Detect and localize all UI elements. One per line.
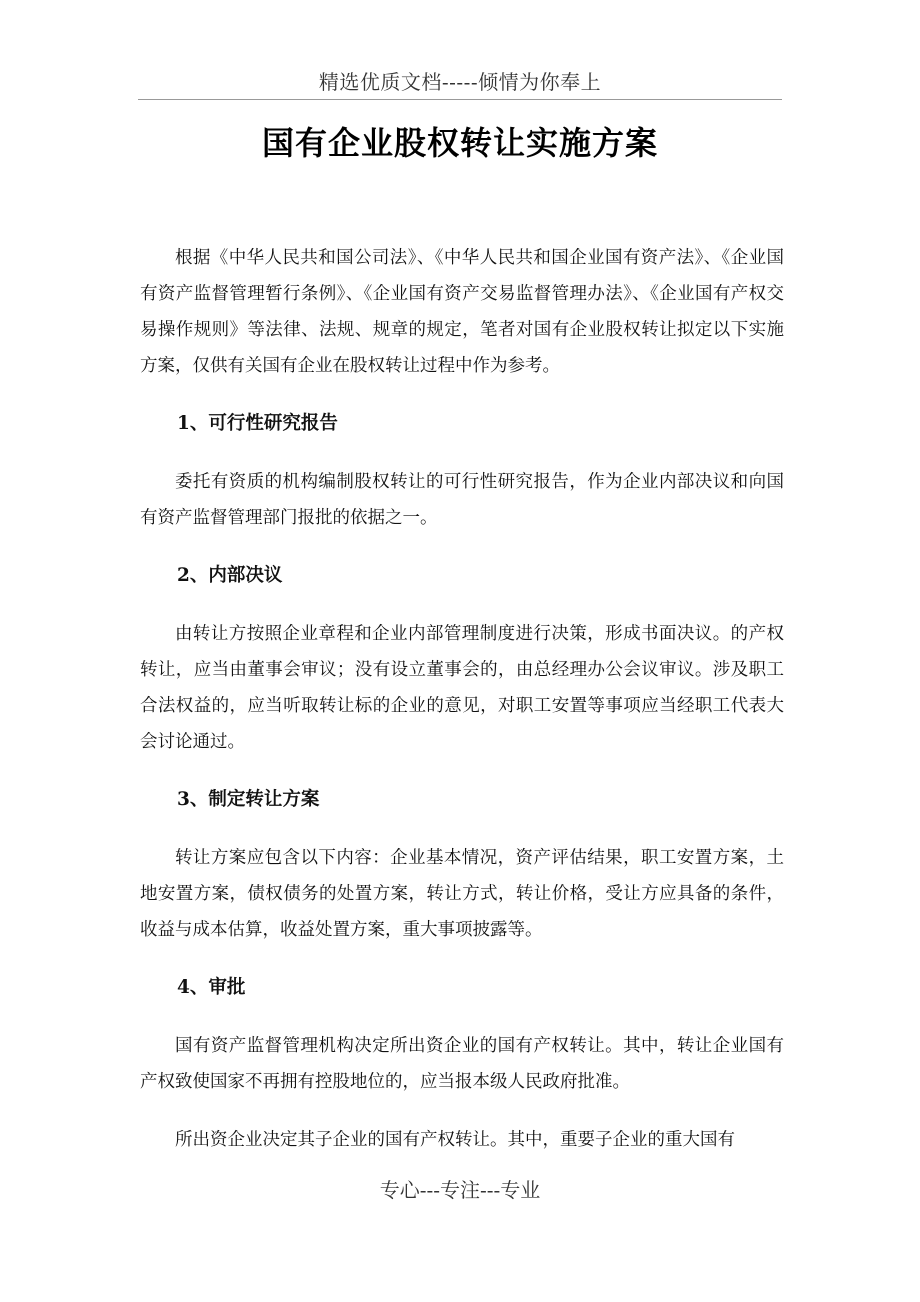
section-heading-feasibility: 1、可行性研究报告	[177, 413, 338, 434]
section-paragraph: 国有资产监督管理机构决定所出资企业的国有产权转让。其中，转让企业国有产权致使国家不再拥有控股地位的，应当报本级人民政府批准。	[140, 1036, 784, 1092]
section-heading-approval: 4、审批	[177, 977, 246, 998]
spacer	[140, 384, 784, 406]
section-heading-internal-resolution: 2、内部决议	[177, 565, 283, 586]
page-header: 精选优质文档-----倾情为你奉上	[318, 70, 602, 94]
section-paragraph: 转让方案应包含以下内容：企业基本情况，资产评估结果，职工安置方案，土地安置方案，债权债务的处置方案，转让方式，转让价格，受让方应具备的条件，收益与成本估算，收益处置方案，重大事项披露等。	[140, 848, 784, 940]
intro-paragraph: 根据《中华人民共和国公司法》、《中华人民共和国企业国有资产法》、《企业国有资产监督管理暂行条例》、《企业国有资产交易监督管理办法》、《企业国有产权交易操作规则》等法律、法规、规章的规定，笔者对国有企业股权转让拟定以下实施方案，仅供有关国有企业在股权转让过程中作为参考。	[140, 248, 784, 376]
section-paragraph: 委托有资质的机构编制股权转让的可行性研究报告，作为企业内部决议和向国有资产监督管理部门报批的依据之一。	[140, 472, 784, 528]
spacer	[140, 760, 784, 782]
page-footer: 专心---专注---专业	[379, 1178, 541, 1202]
section-paragraph: 由转让方按照企业章程和企业内部管理制度进行决策，形成书面决议。的产权转让，应当由董事会审议；没有设立董事会的，由总经理办公会议审议。涉及职工合法权益的，应当听取转让标的企业的意见，对职工安置等事项应当经职工代表大会讨论通过。	[140, 624, 784, 752]
spacer	[140, 948, 784, 970]
section-paragraph: 所出资企业决定其子企业的国有产权转让。其中，重要子企业的重大国有	[175, 1130, 735, 1150]
spacer	[140, 1006, 784, 1028]
spacer	[140, 1100, 784, 1122]
document-body	[140, 240, 784, 1158]
section-heading-transfer-plan: 3、制定转让方案	[177, 789, 320, 810]
spacer	[140, 442, 784, 464]
document-title: 国有企业股权转让实施方案	[261, 124, 658, 162]
spacer	[140, 818, 784, 840]
spacer	[140, 594, 784, 616]
header-divider	[138, 99, 782, 100]
spacer	[140, 536, 784, 558]
